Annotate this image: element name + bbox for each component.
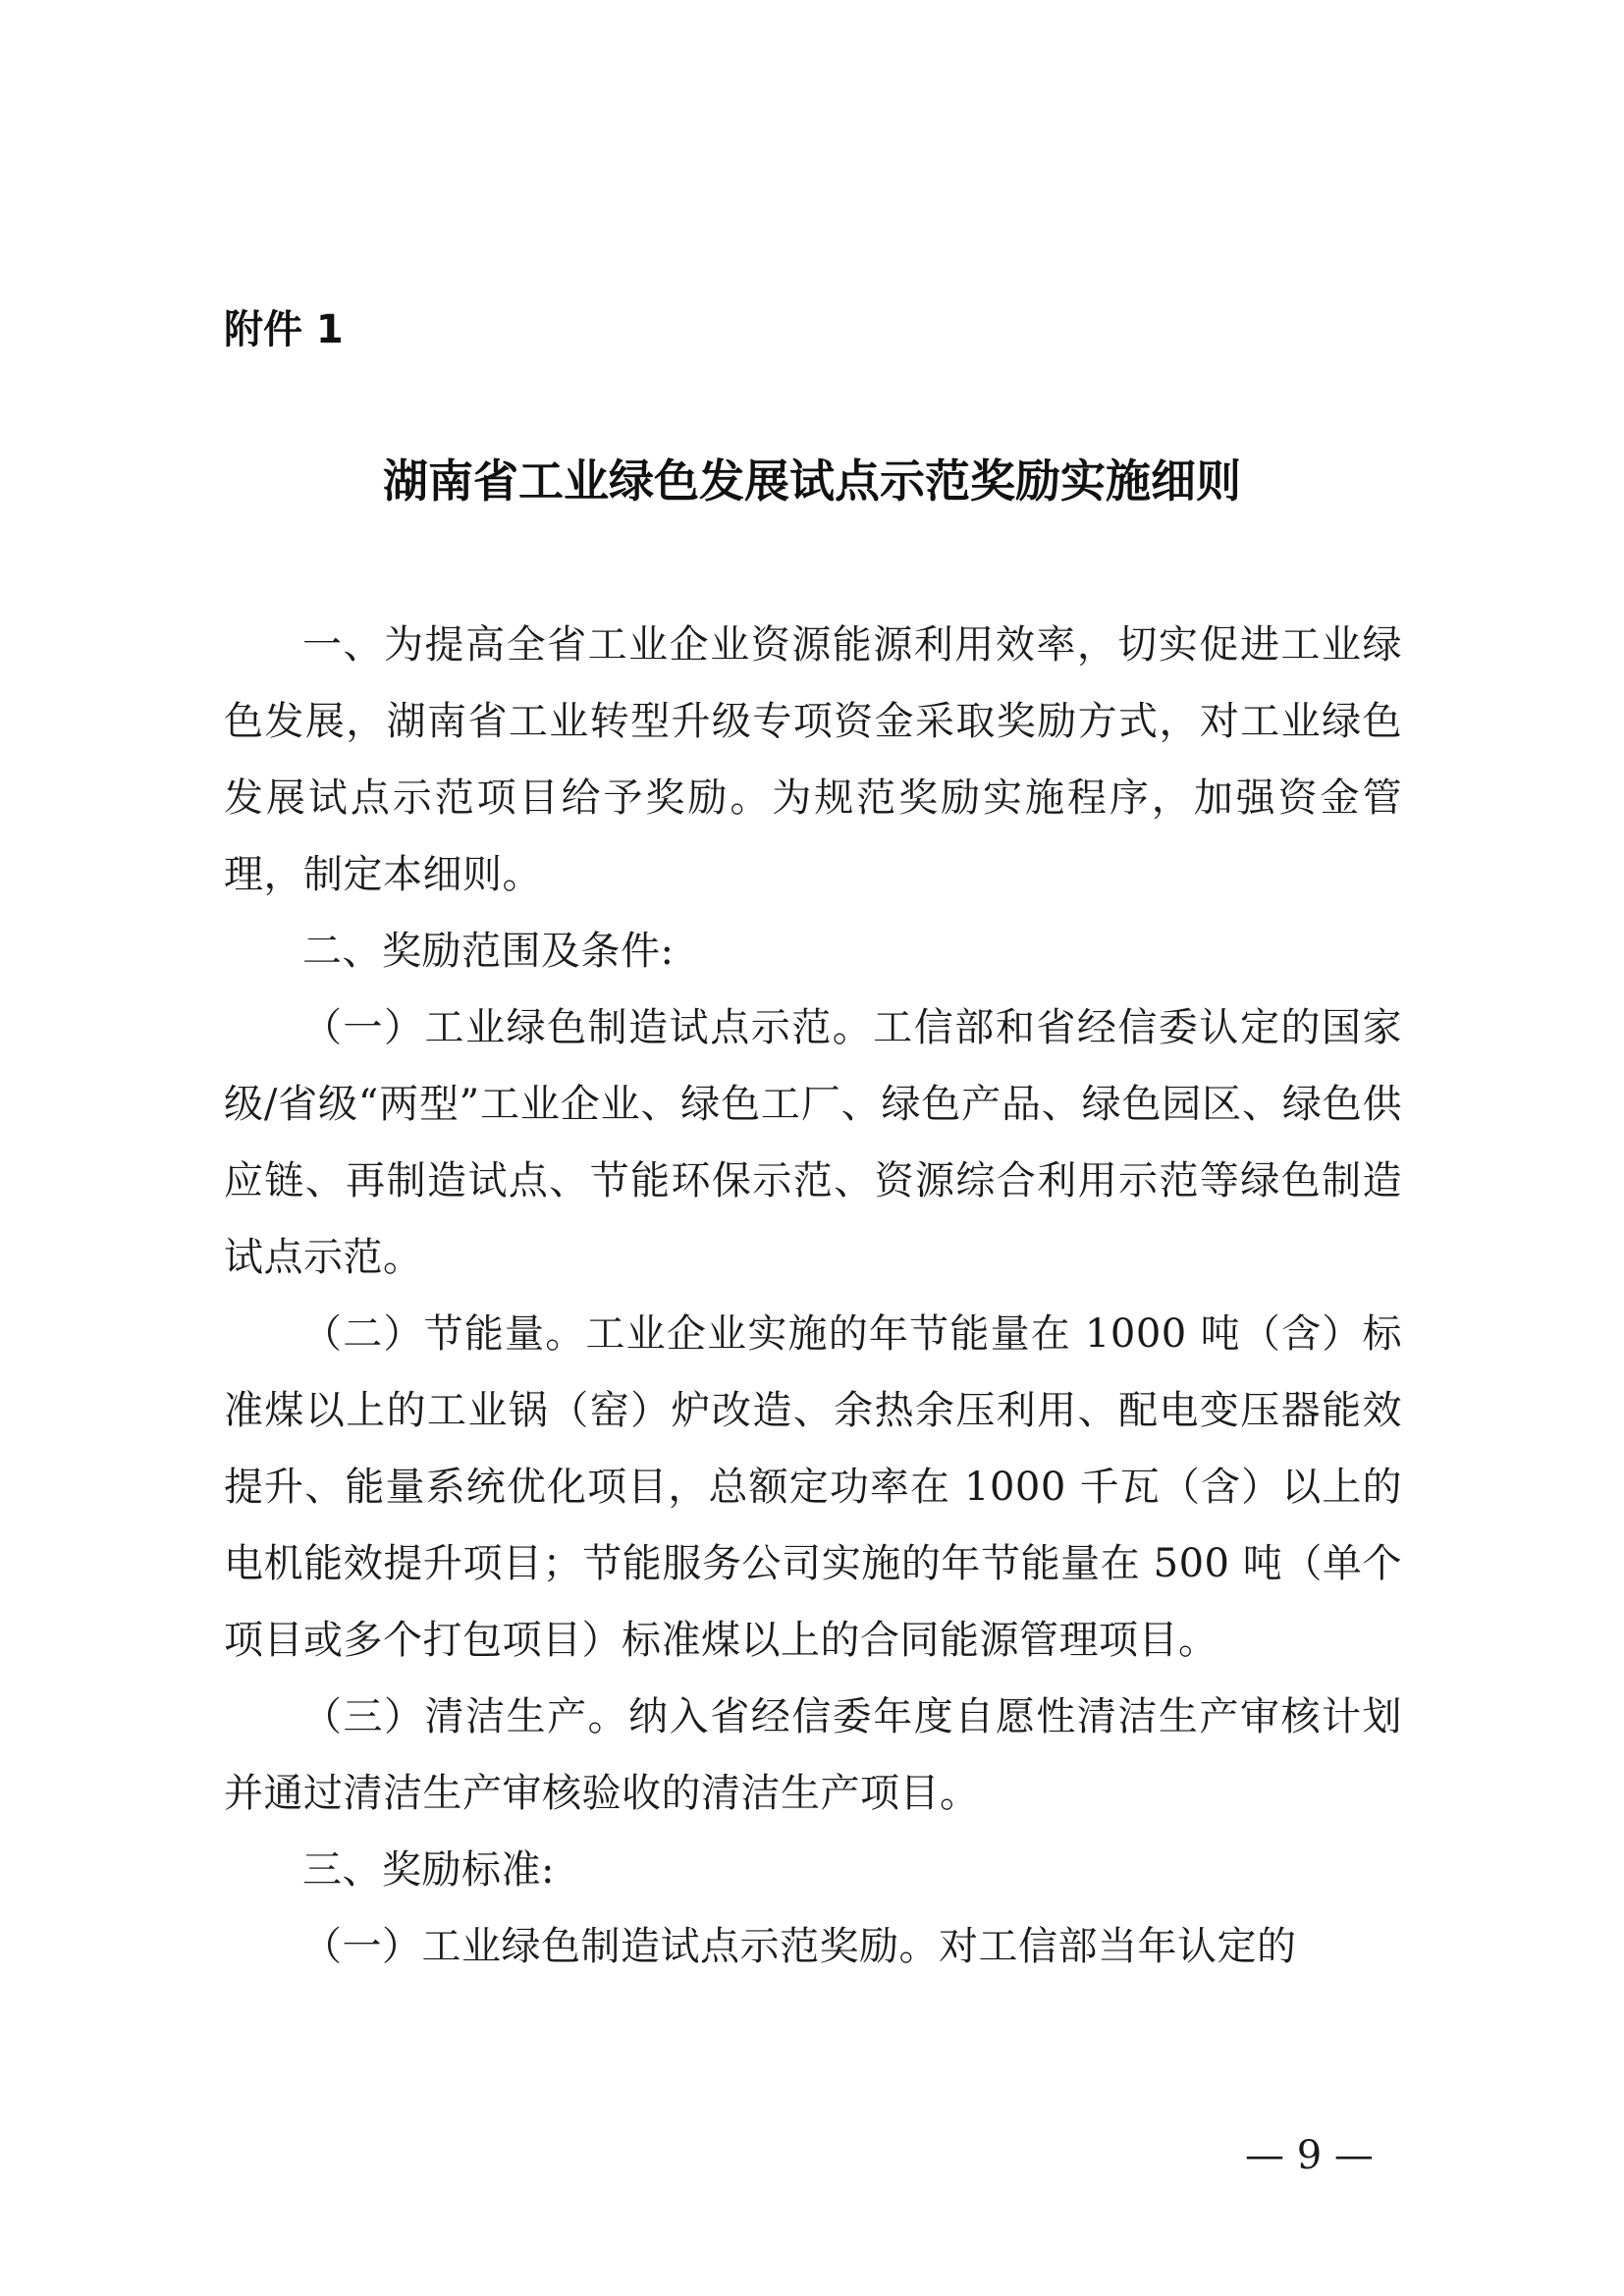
paragraph-purpose: 一、为提高全省工业企业资源能源利用效率，切实促进工业绿色发展，湖南省工业转型升级专项资金采取奖励方式，对工业绿色发展试点示范项目给予奖励。为规范奖励实施程序，加强资金管理，制定本细则。: [224, 622, 1402, 897]
document-title: 湖南省工业绿色发展试点示范奖励实施细则: [383, 454, 1241, 507]
paragraph-standard-first: （一）工业绿色制造试点示范奖励。对工信部当年认定的: [302, 1924, 1297, 1969]
page-number: — 9 —: [1245, 2133, 1374, 2178]
paragraph-clean-production: （三）清洁生产。纳入省经信委年度自愿性清洁生产审核计划并通过清洁生产审核验收的清洁生产项目。: [224, 1694, 1402, 1816]
paragraph-energy-saving: （二）节能量。工业企业实施的年节能量在 1000 吨（含）标准煤以上的工业锅（窑）炉改造、余热余压利用、配电变压器能效提升、能量系统优化项目，总额定功率在 1000 千瓦（含）以上的电机能效提升项目；节能服务公司实施的年节能量在 500 吨（单个项目或多个打包项目）标准煤以上的合同能源管理项目。: [224, 1311, 1402, 1663]
document-body: [224, 607, 1402, 1985]
paragraph-scope-heading: 二、奖励范围及条件:: [302, 929, 675, 974]
paragraph-green-manufacturing: （一）工业绿色制造试点示范。工信部和省经信委认定的国家级/省级“两型”工业企业、绿色工厂、绿色产品、绿色园区、绿色供应链、再制造试点、节能环保示范、资源综合利用示范等绿色制造试点示范。: [224, 1005, 1402, 1280]
attachment-label: 附件 1: [224, 307, 344, 352]
paragraph-standard-heading: 三、奖励标准:: [302, 1847, 555, 1893]
